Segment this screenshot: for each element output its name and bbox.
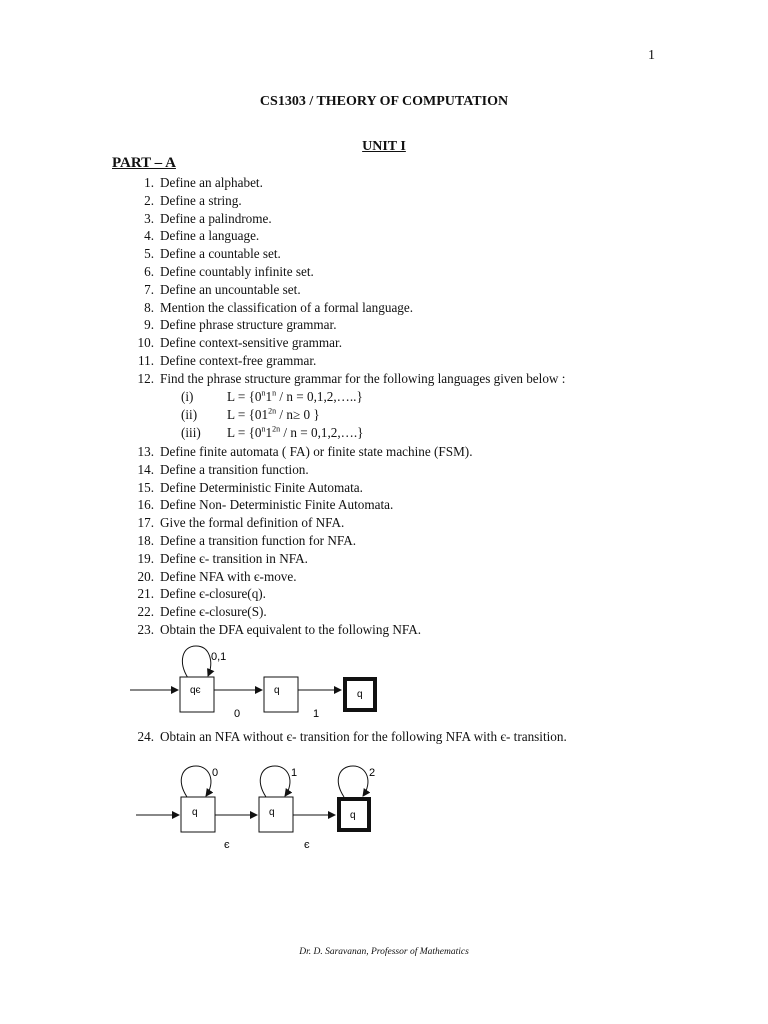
list-item: 21. Define є-closure(q). (137, 586, 266, 602)
list-item: 9. Define phrase structure grammar. (144, 317, 337, 333)
list-item: 7. Define an uncountable set. (144, 281, 301, 297)
loop-label: 0,1 (211, 651, 227, 663)
list-item: 4. Define a language. (144, 228, 260, 244)
self-loop-edge (182, 646, 210, 678)
state-label: qє (190, 685, 201, 696)
edge-label: 0 (234, 708, 241, 720)
list-item: 11. Define context-free grammar. (138, 352, 317, 368)
edge-label: є (304, 839, 310, 851)
list-item: 5. Define a countable set. (144, 246, 281, 262)
page-title: CS1303 / THEORY OF COMPUTATION (259, 94, 509, 109)
loop-label: 2 (369, 767, 376, 779)
self-loop-edge (338, 766, 368, 797)
list-item: 14. Define a transition function. (137, 461, 309, 477)
state-label: q (357, 689, 363, 700)
self-loop-edge (260, 766, 290, 797)
list-item: 16. Define Non- Deterministic Finite Automata. (137, 497, 394, 513)
edge-label: є (224, 839, 230, 851)
nfa-diagram-1 (0, 640, 768, 725)
list-item: 8. Mention the classification of a formal language. (144, 299, 414, 315)
list-item: 12. Find the phrase structure grammar for the following languages given below : (137, 370, 566, 386)
self-loop-edge (181, 766, 211, 797)
state-label: q (274, 685, 280, 696)
q12-sub-item-iii: (iii) $L = \{0^n1^{2n} / n$ = 0,1,2,….} (181, 424, 364, 440)
list-item: 15. Define Deterministic Finite Automata. (137, 479, 363, 495)
q12-sub-item-i: (i) $L = \{0^n1^n / n$ = 0,1,2,…..} (181, 388, 363, 404)
question-list-1 (130, 174, 565, 388)
state-box (181, 797, 215, 832)
state-box (259, 797, 293, 832)
list-item: 6. Define countably infinite set. (144, 263, 314, 279)
list-item: 17. Give the formal definition of NFA. (137, 515, 345, 531)
list-item: 24. Obtain an NFA without є- transition for the following NFA with є- transition. (137, 729, 567, 744)
list-item: 19. Define є- transition in NFA. (137, 550, 308, 566)
list-item: 23. Obtain the DFA equivalent to the following NFA. (137, 621, 422, 637)
question-list-2 (130, 443, 473, 639)
loop-label: 1 (291, 767, 298, 779)
q12-sub-item-ii: (ii) $L = \{01^{2n} / n\ge 0$ } (181, 406, 320, 422)
footer-author: Dr. D. Saravanan, Professor of Mathematics (299, 947, 469, 957)
list-item: 2. Define a string. (144, 192, 242, 208)
part-heading: PART – A (112, 155, 176, 171)
list-item: 10. Define context-sensitive grammar. (137, 335, 342, 351)
list-item: 13. Define finite automata ( FA) or finite state machine (FSM). (137, 444, 473, 459)
edge-label: 1 (313, 708, 320, 720)
list-item: 1. Define an alphabet. (144, 175, 263, 190)
state-label: q (269, 807, 275, 818)
list-item: 20. Define NFA with є-move. (137, 568, 297, 584)
state-label: q (192, 807, 198, 818)
state-label: q (350, 810, 356, 821)
list-item: 18. Define a transition function for NFA. (137, 532, 357, 548)
page-number: 1 (648, 48, 655, 63)
list-item: 3. Define a palindrome. (144, 210, 272, 226)
state-box (264, 677, 298, 712)
nfa-diagram-2 (0, 760, 768, 855)
unit-heading: UNIT I (362, 139, 406, 154)
loop-label: 0 (212, 767, 219, 779)
list-item: 22. Define є-closure(S). (137, 604, 267, 620)
